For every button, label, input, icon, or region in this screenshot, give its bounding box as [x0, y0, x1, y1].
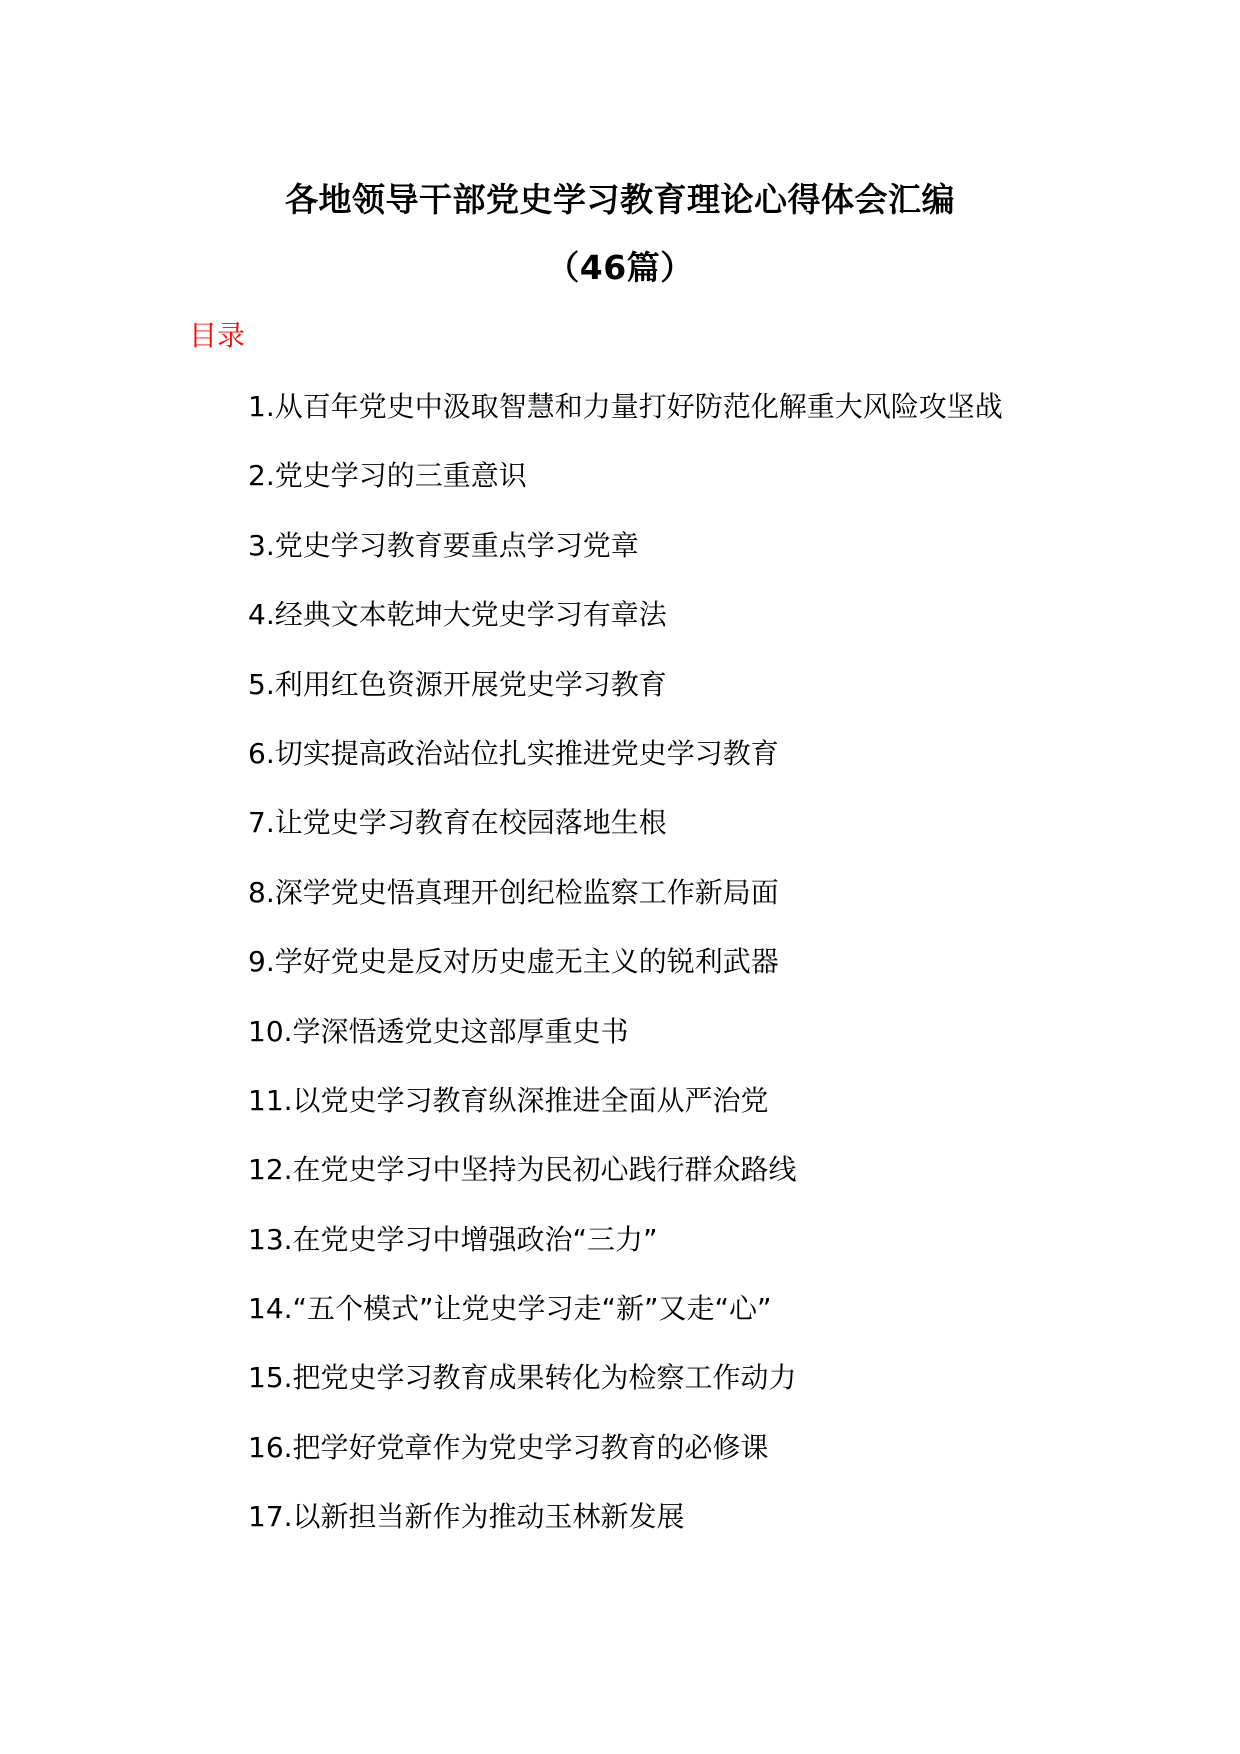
- toc-item: 5.利用红色资源开展党史学习教育: [248, 667, 667, 701]
- document-subtitle: （46篇）: [546, 248, 694, 287]
- document-title: 各地领导干部党史学习教育理论心得体会汇编: [285, 180, 955, 219]
- toc-item: 11.以党史学习教育纵深推进全面从严治党: [248, 1083, 769, 1117]
- toc-item: 13.在党史学习中增强政治“三力”: [248, 1222, 658, 1256]
- toc-item: 14.“五个模式”让党史学习走“新”又走“心”: [248, 1292, 772, 1326]
- toc-item: 3.党史学习教育要重点学习党章: [248, 528, 639, 562]
- toc-item: 4.经典文本乾坤大党史学习有章法: [248, 598, 667, 632]
- toc-item: 16.把学好党章作为党史学习教育的必修课: [248, 1430, 769, 1464]
- toc-item: 8.深学党史悟真理开创纪检监察工作新局面: [248, 875, 779, 909]
- toc-item: 17.以新担当新作为推动玉林新发展: [248, 1500, 685, 1534]
- toc-item: 15.把党史学习教育成果转化为检察工作动力: [248, 1361, 797, 1395]
- toc-item: 2.党史学习的三重意识: [248, 459, 527, 493]
- table-of-contents: [248, 389, 1128, 1569]
- toc-item: 1.从百年党史中汲取智慧和力量打好防范化解重大风险攻坚战: [248, 390, 1003, 423]
- toc-item: 10.学深悟透党史这部厚重史书: [248, 1014, 629, 1048]
- toc-item: 7.让党史学习教育在校园落地生根: [248, 806, 667, 840]
- toc-item: 12.在党史学习中坚持为民初心践行群众路线: [248, 1153, 797, 1187]
- toc-item: 9.学好党史是反对历史虚无主义的锐利武器: [248, 945, 779, 979]
- toc-item: 6.切实提高政治站位扎实推进党史学习教育: [248, 736, 779, 770]
- toc-heading: 目录: [189, 319, 246, 352]
